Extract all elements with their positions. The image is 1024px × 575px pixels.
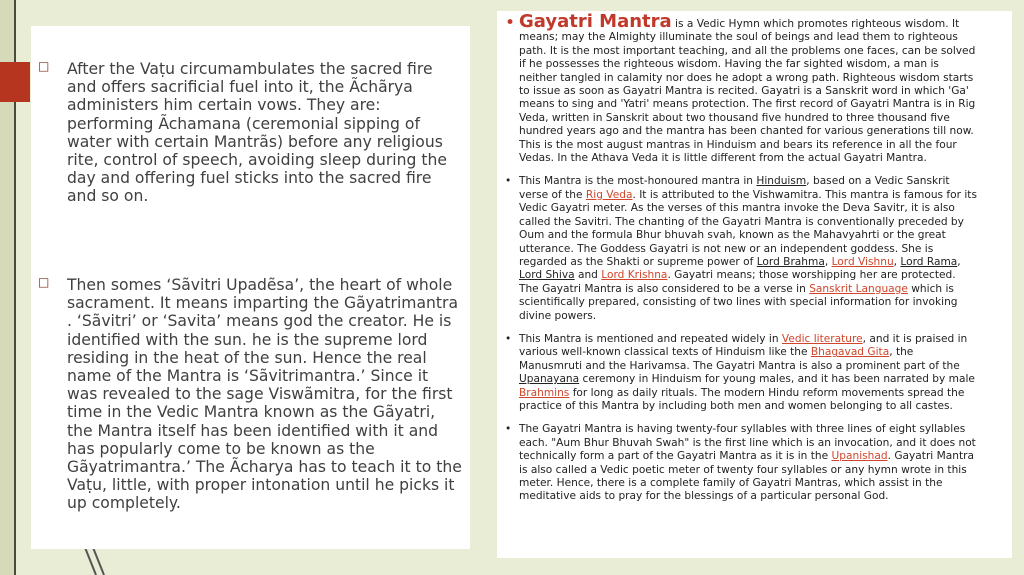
paragraph-text: , the Manusmruti and the Harivamsa. The Gayatri Mantra is also a prominent part of the [519, 346, 960, 372]
bullet-dot-icon: • [505, 175, 512, 188]
list-item [503, 333, 977, 413]
paragraph-text: is a Vedic Hymn which promotes righteous wisdom. It means; may the Almighty illuminate the soul of beings and lead them to righteous path. It is the most important teaching, and all the problems one faces, can be solved if he possesses the righteous wisdom. Having the far sighted wisdom, a man is neither tangled in calamity nor does he adopt a wrong path. Righteous wisdom starts to issue as soon as Gayatri Mantra is recited. Gayatri is a Sanskrit word in which 'Ga' means to sing and 'Yatri' means protection. The first record of Gayatri Mantra is in Rig Veda, written in Sanskrit about two thousand five hundred to three thousand five hundred years ago and the mantra has been chanted for various generations till now. This is the most august mantras in Hinduism and bears its reference in all the four Vedas. In the Athava Veda it is little different from the actual Gayatri Mantra. [519, 18, 976, 165]
link-sanskrit-language[interactable]: Sanskrit Language [809, 282, 908, 295]
paragraph-text: , [893, 255, 901, 268]
bullet-dot-icon: • [505, 332, 512, 345]
left-paragraph-1: After the Vaṭu circumambulates the sacred fire and offers sacrificial fuel into it, the Ãchãrya administers him certain vows. They are: performing Ãchamana (ceremonial sipping of water with certain Mantrãs) before any religious rite, control of speech, avoiding sleep during the day and offering fuel sticks into the sacred fire and so on. [67, 60, 447, 206]
paragraph-text: . It is attributed to the Vishwamitra. This mantra is famous for its Vedic Gayatri meter. As the verses of this mantra invoke the Deva Savitr, it is also called the Savitri. The chanting of the Gayatri Mantra is conventionally preceded by Oum and the formula Bhur bhuvah svah, known as the Mahavyahrti or the great utterance. The Goddess Gayatri is not new or an independent goddess. She is regarded as the Shakti or supreme power of [519, 188, 977, 268]
paragraph-text: , [824, 255, 832, 268]
link-lord-krishna[interactable]: Lord Krishna [601, 269, 668, 282]
paragraph-text: . Gayatri Mantra is also called a Vedic poetic meter of twenty four syllables or any hymn wrote in this meter. Hence, there is a complete family of Gayatri Mantras, which assist in the meditative aids to pray for the blessings of a particular personal God. [519, 450, 974, 503]
gayatri-mantra-title: Gayatri Mantra [519, 11, 672, 32]
box-bullet-icon: □ [38, 59, 50, 73]
bullet-dot-icon: • [505, 13, 516, 33]
link-hinduism[interactable]: Hinduism [756, 175, 807, 188]
paragraph-text: for long as daily rituals. The modern Hindu reform movements spread the practice of this Mantra by including both men and women belonging to all castes. [519, 386, 965, 412]
link-lord-vishnu[interactable]: Lord Vishnu [831, 255, 894, 268]
link-lord-rama[interactable]: Lord Rama [900, 255, 958, 268]
box-bullet-icon: □ [38, 275, 50, 289]
left-paragraph-2-container [38, 275, 462, 513]
link-brahmins[interactable]: Brahmins [519, 386, 570, 399]
link-bhagavad-gita[interactable]: Bhagavad Gita [810, 346, 890, 359]
link-upanayana[interactable]: Upanayana [519, 373, 580, 386]
link-upanishad[interactable]: Upanishad [831, 450, 888, 463]
link-rig-veda[interactable]: Rig Veda [585, 188, 633, 201]
list-item [503, 175, 977, 322]
paragraph-text: , [957, 255, 961, 268]
left-paragraph-1-container [38, 59, 462, 206]
paragraph-text: This Mantra is the most-honoured mantra in [519, 175, 757, 188]
list-item [503, 423, 977, 503]
link-lord-shiva[interactable]: Lord Shiva [519, 269, 575, 282]
paragraph-text: , based on a Vedic Sanskrit verse of the [519, 175, 950, 201]
link-lord-brahma[interactable]: Lord Brahma [756, 255, 825, 268]
paragraph-text: ceremony in Hinduism for young males, and it has been narrated by male [579, 373, 975, 386]
paragraph-text: The Gayatri Mantra is having twenty-four syllables with three lines of eight syllables each. "Aum Bhur Bhuvah Swah" is the first line which is an invocation, and it does not technically form a part of the Gayatri Mantra as it is in the [519, 423, 976, 463]
right-bullet-list [503, 11, 977, 514]
accent-block [0, 62, 30, 102]
decorative-lines [80, 545, 120, 575]
list-item [503, 11, 977, 165]
paragraph-text: and [574, 269, 602, 282]
paragraph-text: . Gayatri means; those worshipping her are protected. The Gayatri Mantra is also considered to be a verse in [519, 269, 956, 295]
paragraph-text: , and it is praised in various well-known classical texts of Hinduism like the [519, 332, 968, 359]
left-paragraph-2: Then somes ‘Sãvitri Upadẽsa’, the heart of whole sacrament. It means imparting the Gãyatrimantra . ‘Sãvitri’ or ‘Savita’ means god the creator. He is identified with the sun. he is the supreme lord residing in the heat of the sun. Hence the real name of the Mantra is ‘Sãvitrimantra.’ Since it was revealed to the sage Viswãmitra, for the first time in the Vedic Mantra known as the Gãyatri, the Mantra itself has been identified with it and has popularly come to be known as the Gãyatrimantra.’ The Ãcharya has to teach it to the Vaṭu, little, with proper intonation until he picks it up completely. [67, 276, 462, 513]
link-vedic-literature[interactable]: Vedic literature [781, 332, 863, 345]
right-text-panel [497, 11, 1012, 558]
paragraph-text: which is scientifically prepared, consisting of two lines with special information for invoking divine powers. [519, 282, 958, 322]
left-text-panel [31, 26, 470, 549]
bullet-dot-icon: • [505, 423, 512, 436]
paragraph-text: This Mantra is mentioned and repeated widely in [519, 332, 782, 345]
